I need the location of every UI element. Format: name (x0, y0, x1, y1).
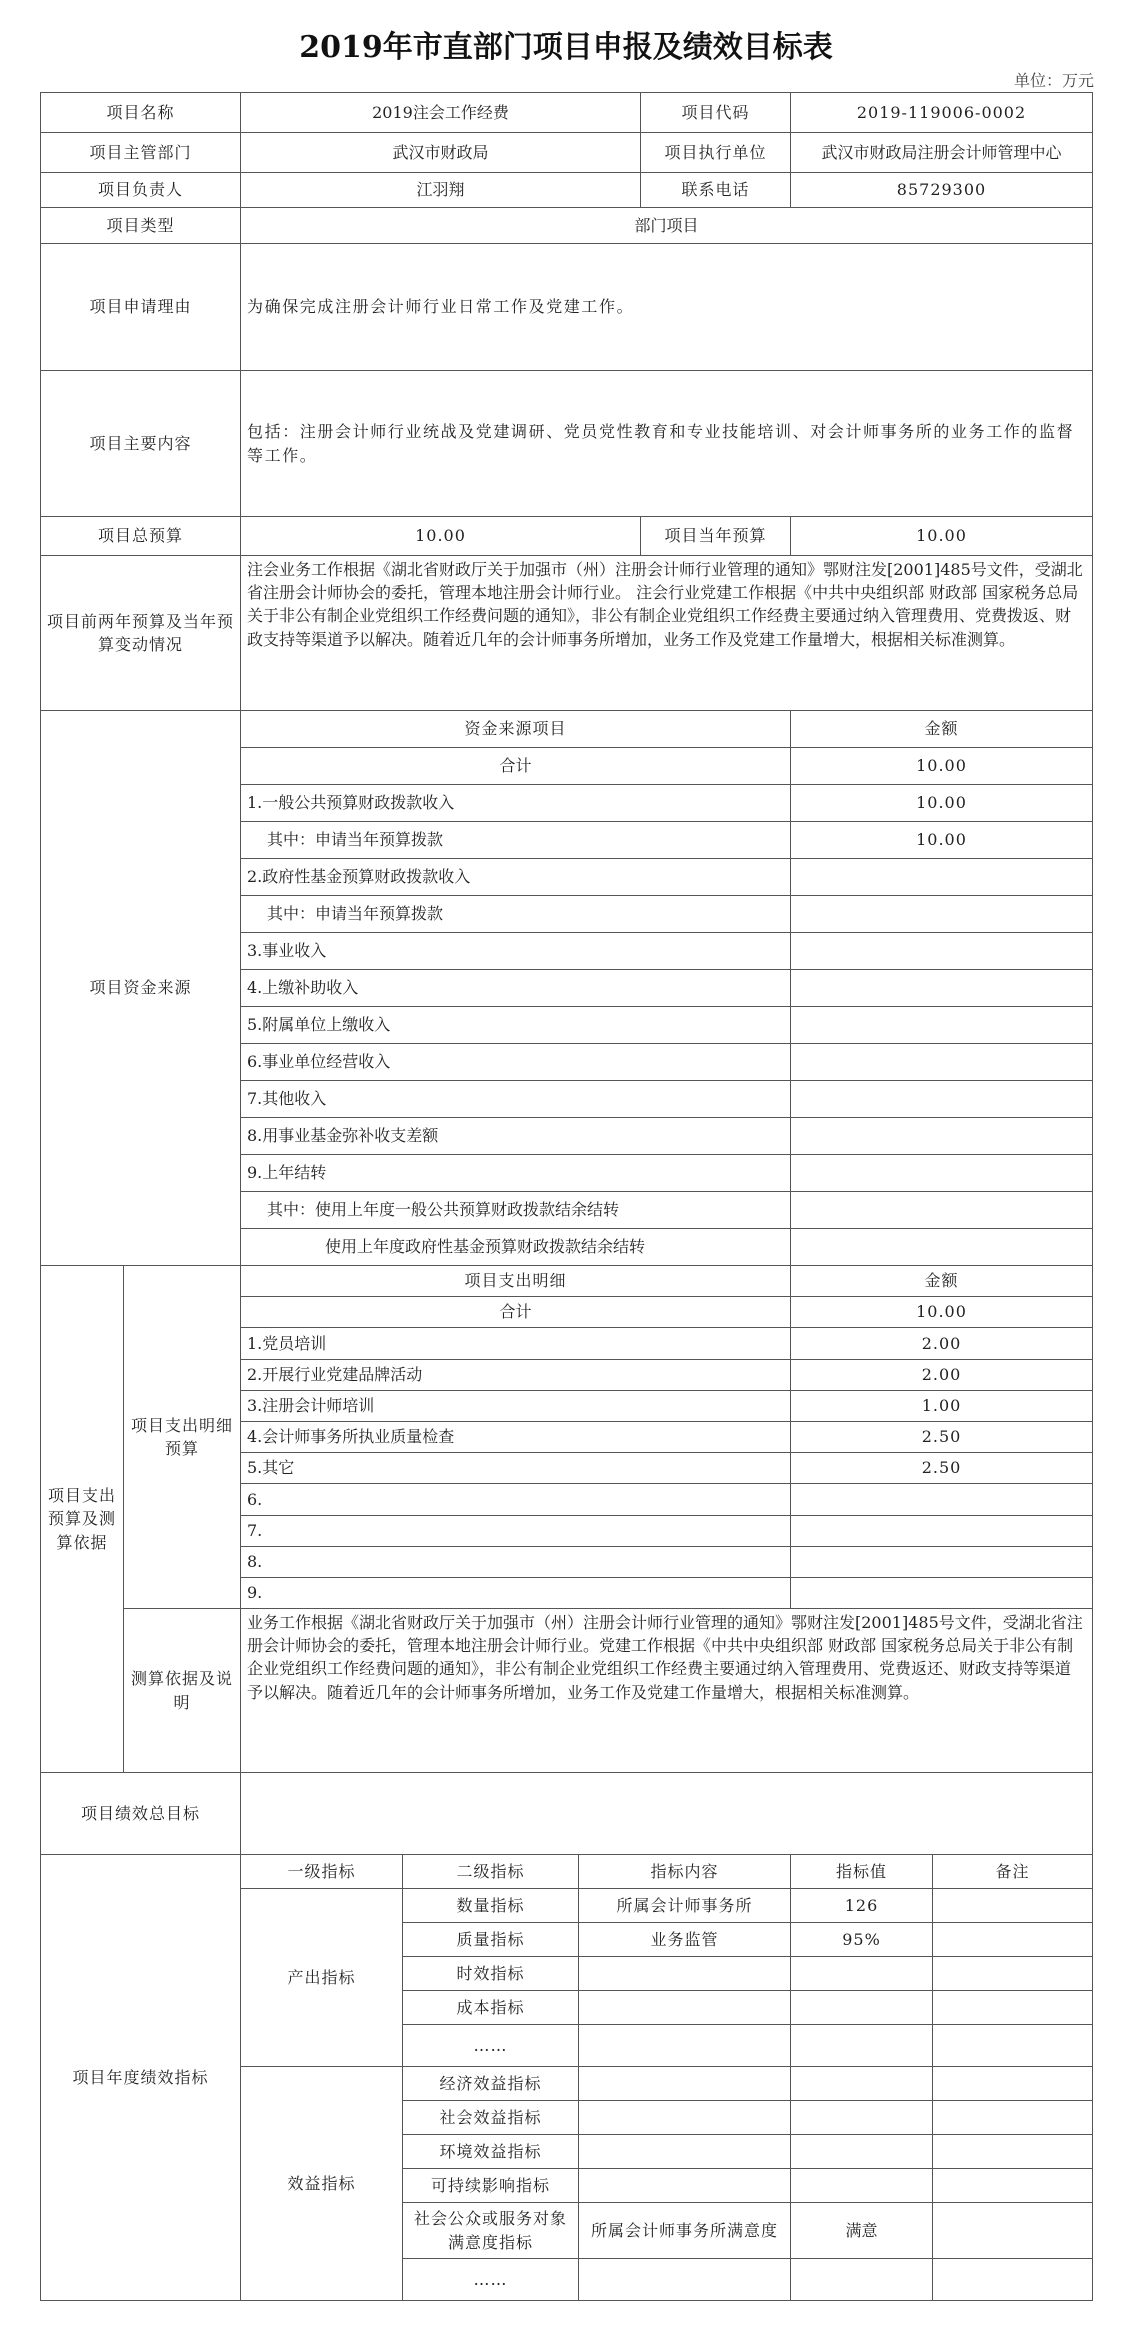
expense-amount: 1.00 (790, 1390, 1093, 1422)
expense-item: 9. (240, 1577, 791, 1609)
funding-amount (790, 1043, 1093, 1081)
funding-item: 5.附属单位上缴收入 (240, 1006, 791, 1044)
output-indicator-note (932, 1922, 1093, 1957)
benefit-indicator-value (790, 2134, 933, 2169)
project-code-label: 项目代码 (640, 92, 791, 133)
output-sub-indicator: …… (402, 2024, 579, 2067)
indicator-header: 指标值 (790, 1854, 933, 1889)
page-title: 2019年市直部门项目申报及绩效目标表 (299, 30, 833, 65)
total-budget-label: 项目总预算 (40, 516, 241, 556)
type-label: 项目类型 (40, 207, 241, 244)
funding-item: 其中：申请当年预算拨款 (240, 821, 791, 859)
benefit-sub-indicator: 可持续影响指标 (402, 2168, 579, 2203)
output-indicator-note (932, 1990, 1093, 2025)
type-value: 部门项目 (240, 207, 1093, 244)
expense-amount: 2.50 (790, 1421, 1093, 1453)
benefit-indicator-note (932, 2100, 1093, 2135)
expense-header-amount: 金额 (790, 1265, 1093, 1297)
owner-value: 江羽翔 (240, 172, 641, 208)
output-indicator-note (932, 1888, 1093, 1923)
output-indicator-value (790, 1956, 933, 1991)
benefit-indicator-note (932, 2168, 1093, 2203)
funding-item: 其中：申请当年预算拨款 (240, 895, 791, 933)
funding-item: 合计 (240, 747, 791, 785)
expense-item: 7. (240, 1515, 791, 1547)
funding-amount (790, 969, 1093, 1007)
benefit-indicator-label: 效益指标 (240, 2066, 403, 2301)
indicator-header: 二级指标 (402, 1854, 579, 1889)
indicator-header: 一级指标 (240, 1854, 403, 1889)
indicator-header: 备注 (932, 1854, 1093, 1889)
year-budget-label: 项目当年预算 (640, 516, 791, 556)
funding-amount: 10.00 (790, 784, 1093, 822)
output-indicator-label: 产出指标 (240, 1888, 403, 2067)
expense-amount (790, 1515, 1093, 1547)
content-value: 包括：注册会计师行业统战及党建调研、党员党性教育和专业技能培训、对会计师事务所的业务工作的监督等工作。 (240, 370, 1093, 517)
funding-amount (790, 1228, 1093, 1266)
content-label: 项目主要内容 (40, 370, 241, 517)
benefit-indicator-note (932, 2202, 1093, 2259)
expense-amount (790, 1577, 1093, 1609)
exec-unit-value: 武汉市财政局注册会计师管理中心 (790, 132, 1093, 173)
output-indicator-note (932, 1956, 1093, 1991)
benefit-indicator-note (932, 2066, 1093, 2101)
funding-item: 8.用事业基金弥补收支差额 (240, 1117, 791, 1155)
funding-item: 1.一般公共预算财政拨款收入 (240, 784, 791, 822)
benefit-indicator-content (578, 2100, 791, 2135)
funding-item: 4.上缴补助收入 (240, 969, 791, 1007)
expense-item: 3.注册会计师培训 (240, 1390, 791, 1422)
funding-item: 3.事业收入 (240, 932, 791, 970)
performance-goal-label: 项目绩效总目标 (40, 1772, 241, 1855)
expense-item: 5.其它 (240, 1452, 791, 1484)
funding-amount: 10.00 (790, 747, 1093, 785)
output-indicator-content (578, 1956, 791, 1991)
year-budget-value: 10.00 (790, 516, 1093, 556)
benefit-indicator-content (578, 2168, 791, 2203)
budget-change-value: 注会业务工作根据《湖北省财政厅关于加强市（州）注册会计师行业管理的通知》鄂财注发[2001]485号文件，受湖北省注册会计师协会的委托，管理本地注册会计师行业。 注会行业党建工作根据《中共中央组织部 财政部 国家税务总局关于非公有制企业党组织工作经费问题的通知》，非公有制企业党组织工作经费主要通过纳入管理费用、党费拨返、财政支持等渠道予以解决。随着近几年的会计师事务所增加，业务工作及党建工作量增大，根据相关标准测算。 (240, 555, 1093, 711)
expense-amount: 2.50 (790, 1452, 1093, 1484)
funding-amount: 10.00 (790, 821, 1093, 859)
funding-section-label: 项目资金来源 (40, 710, 241, 1266)
indicator-header: 指标内容 (578, 1854, 791, 1889)
owner-label: 项目负责人 (40, 172, 241, 208)
benefit-indicator-value (790, 2100, 933, 2135)
benefit-indicator-note (932, 2258, 1093, 2301)
expense-item: 8. (240, 1546, 791, 1578)
funding-amount (790, 1006, 1093, 1044)
output-sub-indicator: 数量指标 (402, 1888, 579, 1923)
expense-item: 2.开展行业党建品牌活动 (240, 1359, 791, 1391)
funding-amount (790, 1117, 1093, 1155)
total-budget-value: 10.00 (240, 516, 641, 556)
expense-amount: 2.00 (790, 1327, 1093, 1360)
benefit-indicator-value: 满意 (790, 2202, 933, 2259)
benefit-indicator-content (578, 2258, 791, 2301)
output-indicator-content (578, 2024, 791, 2067)
funding-item: 其中：使用上年度一般公共预算财政拨款结余结转 (240, 1191, 791, 1229)
funding-amount (790, 858, 1093, 896)
project-name-label: 项目名称 (40, 92, 241, 133)
output-sub-indicator: 时效指标 (402, 1956, 579, 1991)
expense-section-label: 项目支出预算及测算依据 (40, 1265, 124, 1773)
expense-item: 4.会计师事务所执业质量检查 (240, 1421, 791, 1453)
reason-value: 为确保完成注册会计师行业日常工作及党建工作。 (240, 243, 1093, 371)
funding-amount (790, 1191, 1093, 1229)
performance-indicator-label: 项目年度绩效指标 (40, 1854, 241, 2301)
expense-item: 合计 (240, 1296, 791, 1328)
budget-change-label: 项目前两年预算及当年预算变动情况 (40, 555, 241, 711)
phone-value: 85729300 (790, 172, 1093, 208)
benefit-indicator-value (790, 2066, 933, 2101)
output-sub-indicator: 质量指标 (402, 1922, 579, 1957)
project-name-value: 2019注会工作经费 (240, 92, 641, 133)
expense-amount: 2.00 (790, 1359, 1093, 1391)
funding-item: 2.政府性基金预算财政拨款收入 (240, 858, 791, 896)
output-indicator-content: 业务监管 (578, 1922, 791, 1957)
output-indicator-value: 95% (790, 1922, 933, 1957)
expense-amount (790, 1483, 1093, 1516)
funding-header-item: 资金来源项目 (240, 710, 791, 748)
unit-label: 单位：万元 (1013, 71, 1094, 90)
funding-amount (790, 1154, 1093, 1192)
basis-value: 业务工作根据《湖北省财政厅关于加强市（州）注册会计师行业管理的通知》鄂财注发[2001]485号文件，受湖北省注册会计师协会的委托，管理本地注册会计师行业。党建工作根据《中共中央组织部 财政部 国家税务总局关于非公有制企业党组织工作经费问题的通知》，非公有制企业党组织工作经费主要通过纳入管理费用、党费返还、财政支持等渠道予以解决。随着近几年的会计师事务所增加，业务工作及党建工作量增大，根据相关标准测算。 (240, 1608, 1093, 1773)
benefit-sub-indicator: 社会效益指标 (402, 2100, 579, 2135)
funding-header-amount: 金额 (790, 710, 1093, 748)
funding-amount (790, 932, 1093, 970)
output-indicator-value (790, 1990, 933, 2025)
funding-item: 6.事业单位经营收入 (240, 1043, 791, 1081)
reason-label: 项目申请理由 (40, 243, 241, 371)
exec-unit-label: 项目执行单位 (640, 132, 791, 173)
benefit-sub-indicator: 经济效益指标 (402, 2066, 579, 2101)
funding-item: 使用上年度政府性基金预算财政拨款结余结转 (240, 1228, 791, 1266)
benefit-sub-indicator: 环境效益指标 (402, 2134, 579, 2169)
performance-goal-value (240, 1772, 1093, 1855)
benefit-indicator-value (790, 2258, 933, 2301)
benefit-indicator-content (578, 2134, 791, 2169)
output-indicator-note (932, 2024, 1093, 2067)
expense-item: 1.党员培训 (240, 1327, 791, 1360)
phone-label: 联系电话 (640, 172, 791, 208)
funding-amount (790, 895, 1093, 933)
project-form-table (40, 92, 1092, 2304)
dept-label: 项目主管部门 (40, 132, 241, 173)
benefit-indicator-value (790, 2168, 933, 2203)
funding-item: 9.上年结转 (240, 1154, 791, 1192)
funding-amount (790, 1080, 1093, 1118)
output-indicator-value (790, 2024, 933, 2067)
benefit-indicator-content: 所属会计师事务所满意度 (578, 2202, 791, 2259)
benefit-indicator-note (932, 2134, 1093, 2169)
expense-header-item: 项目支出明细 (240, 1265, 791, 1297)
basis-label: 测算依据及说明 (123, 1608, 241, 1773)
benefit-indicator-content (578, 2066, 791, 2101)
benefit-sub-indicator: …… (402, 2258, 579, 2301)
expense-amount: 10.00 (790, 1296, 1093, 1328)
output-sub-indicator: 成本指标 (402, 1990, 579, 2025)
project-code-value: 2019-119006-0002 (790, 92, 1093, 133)
output-indicator-value: 126 (790, 1888, 933, 1923)
funding-item: 7.其他收入 (240, 1080, 791, 1118)
dept-value: 武汉市财政局 (240, 132, 641, 173)
output-indicator-content: 所属会计师事务所 (578, 1888, 791, 1923)
expense-amount (790, 1546, 1093, 1578)
output-indicator-content (578, 1990, 791, 2025)
benefit-sub-indicator: 社会公众或服务对象满意度指标 (402, 2202, 579, 2259)
expense-detail-label: 项目支出明细预算 (123, 1265, 241, 1609)
expense-item: 6. (240, 1483, 791, 1516)
